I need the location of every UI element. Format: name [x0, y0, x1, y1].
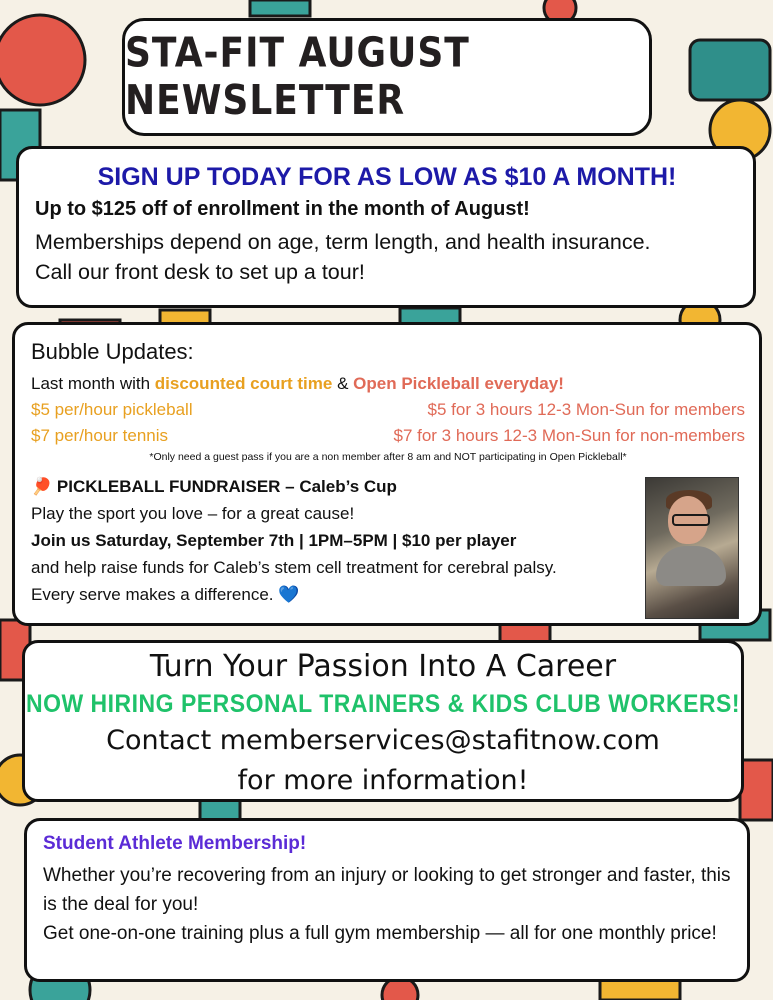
bubble-heading: Bubble Updates: [31, 339, 194, 364]
price-members: $5 for 3 hours 12-3 Mon-Sun for members [427, 400, 745, 419]
student-line-1: Whether you’re recovering from an injury or looking to get stronger and faster, this is the deal for you! [43, 865, 731, 915]
student-athlete-section [24, 818, 750, 982]
hiring-banner: NOW HIRING PERSONAL TRAINERS & KIDS CLUB WORKERS! [25, 688, 741, 718]
signup-line-1: Memberships depend on age, term length, and health insurance. [35, 230, 651, 254]
title-banner [122, 18, 652, 136]
signup-line-2: Call our front desk to set up a tour! [35, 260, 365, 284]
bubble-intro-mid: & [332, 374, 354, 393]
signup-headline: SIGN UP TODAY FOR AS LOW AS $10 A MONTH! [97, 163, 677, 191]
fundraiser-line-4-text: Every serve makes a difference. [31, 585, 279, 604]
price-pickleball: $5 per/hour pickleball [31, 400, 193, 419]
fundraiser-line-2: Join us Saturday, September 7th | 1PM–5PM | $10 per player [31, 531, 517, 550]
open-pickleball: Open Pickleball everyday! [353, 374, 564, 393]
contact-email: Contact memberservices@stafitnow.com [106, 725, 660, 756]
fundraiser-title [31, 473, 745, 500]
signup-section [16, 146, 756, 308]
fundraiser-line-3: and help raise funds for Caleb’s stem cell treatment for cerebral palsy. [31, 558, 557, 577]
signup-offer: Up to $125 off of enrollment in the month of August! [35, 198, 530, 220]
price-tennis: $7 per/hour tennis [31, 426, 169, 445]
more-info: for more information! [237, 765, 529, 796]
newsletter-title: STA-FIT AUGUST NEWSLETTER [125, 29, 470, 125]
blue-heart-icon: 💙 [278, 585, 300, 604]
career-heading: Turn Your Passion Into A Career [149, 649, 617, 684]
career-section [22, 640, 744, 802]
fundraiser-line-1: Play the sport you love – for a great cause! [31, 504, 355, 523]
price-non-members: $7 for 3 hours 12-3 Mon-Sun for non-members [393, 426, 745, 445]
price-row-1 [31, 397, 745, 423]
price-row-2 [31, 423, 745, 449]
bubble-updates-section [12, 322, 762, 626]
fundraiser-line-4 [31, 581, 745, 608]
caleb-photo [645, 477, 739, 619]
bubble-intro-prefix: Last month with [31, 374, 155, 393]
bubble-intro [31, 371, 745, 397]
guest-pass-note: *Only need a guest pass if you are a non member after 8 am and NOT participating in Open Pickleball* [149, 451, 627, 463]
student-line-2: Get one-on-one training plus a full gym membership — all for one monthly price! [43, 923, 717, 944]
student-heading: Student Athlete Membership! [43, 833, 307, 854]
fundraiser-title-text: PICKLEBALL FUNDRAISER – Caleb’s Cup [56, 477, 397, 496]
photo-glasses [672, 514, 710, 526]
discounted-court-time: discounted court time [154, 374, 333, 393]
photo-scarf [656, 546, 726, 586]
fundraiser-block [31, 473, 745, 608]
ping-pong-icon: 🏓 [31, 477, 53, 496]
